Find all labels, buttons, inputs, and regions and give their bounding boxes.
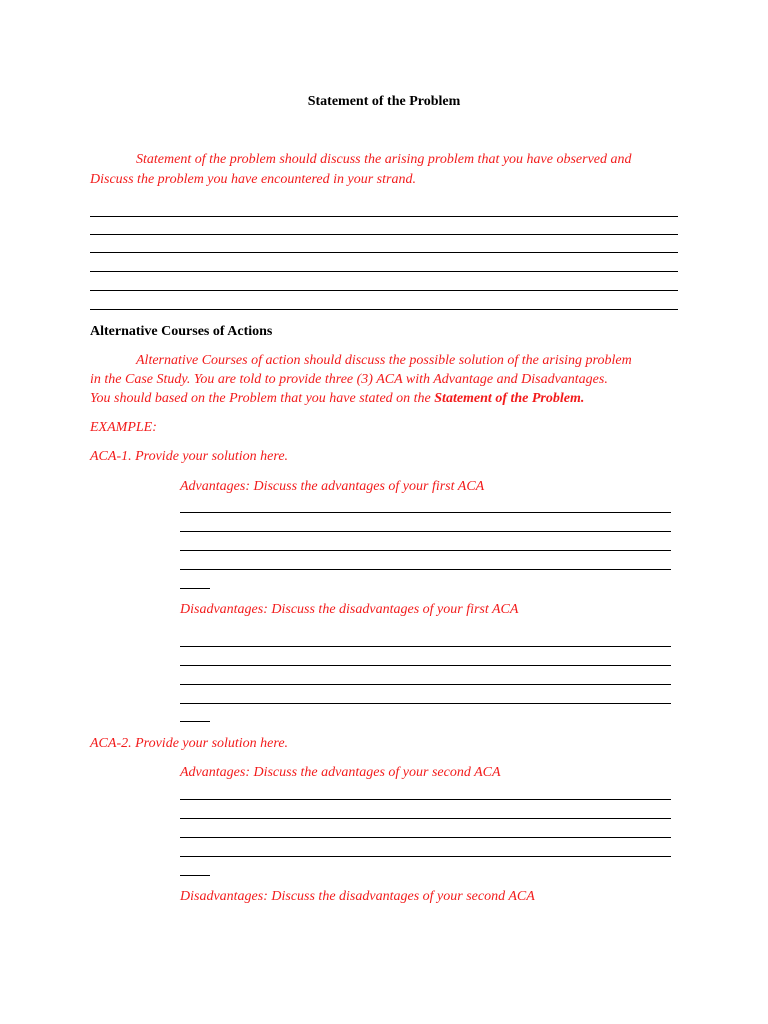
example-label: EXAMPLE:	[90, 420, 157, 435]
aca1-disadvantages-line	[180, 721, 210, 722]
aca2-advantages-line	[180, 818, 671, 819]
aca-paragraph-line-3-text: You should based on the Problem that you have stated on the	[90, 391, 435, 406]
aca1-advantages-label: Advantages: Discuss the advantages of your first ACA	[180, 479, 485, 494]
aca1-disadvantages-line	[180, 684, 671, 685]
aca1-disadvantages-line	[180, 703, 671, 704]
statement-answer-line	[90, 309, 678, 310]
aca1-advantages-line	[180, 550, 671, 551]
statement-answer-line	[90, 252, 678, 253]
aca2-disadvantages-label: Disadvantages: Discuss the disadvantages of your second ACA	[180, 889, 535, 904]
statement-answer-line	[90, 271, 678, 272]
aca1-disadvantages-line	[180, 646, 671, 647]
statement-answer-line	[90, 290, 678, 291]
aca2-advantages-line	[180, 875, 210, 876]
statement-paragraph-line-1: Statement of the problem should discuss the arising problem that you have observed and	[136, 152, 632, 167]
aca-paragraph-line-1: Alternative Courses of action should discuss the possible solution of the arising problem	[136, 353, 632, 368]
statement-answer-line	[90, 234, 678, 235]
aca-paragraph-line-3-bold: Statement of the Problem.	[434, 391, 585, 406]
aca2-advantages-label: Advantages: Discuss the advantages of your second ACA	[180, 765, 501, 780]
aca2-advantages-line	[180, 799, 671, 800]
aca2-advantages-line	[180, 856, 671, 857]
aca2-label: ACA-2. Provide your solution here.	[90, 736, 289, 751]
aca1-advantages-line	[180, 531, 671, 532]
aca1-advantages-line	[180, 569, 671, 570]
page-title: Statement of the Problem	[307, 94, 461, 109]
aca-heading: Alternative Courses of Actions	[90, 324, 273, 339]
aca-paragraph-line-2: in the Case Study. You are told to provide three (3) ACA with Advantage and Disadvantages.	[90, 372, 608, 387]
aca1-advantages-line	[180, 512, 671, 513]
aca2-advantages-line	[180, 837, 671, 838]
aca-paragraph-line-3	[90, 391, 584, 407]
aca1-label: ACA-1. Provide your solution here.	[90, 449, 289, 464]
aca1-disadvantages-label: Disadvantages: Discuss the disadvantages of your first ACA	[180, 602, 519, 617]
aca1-advantages-line	[180, 588, 210, 589]
aca1-disadvantages-line	[180, 665, 671, 666]
statement-answer-line	[90, 216, 678, 217]
statement-paragraph-line-2: Discuss the problem you have encountered in your strand.	[90, 172, 416, 187]
